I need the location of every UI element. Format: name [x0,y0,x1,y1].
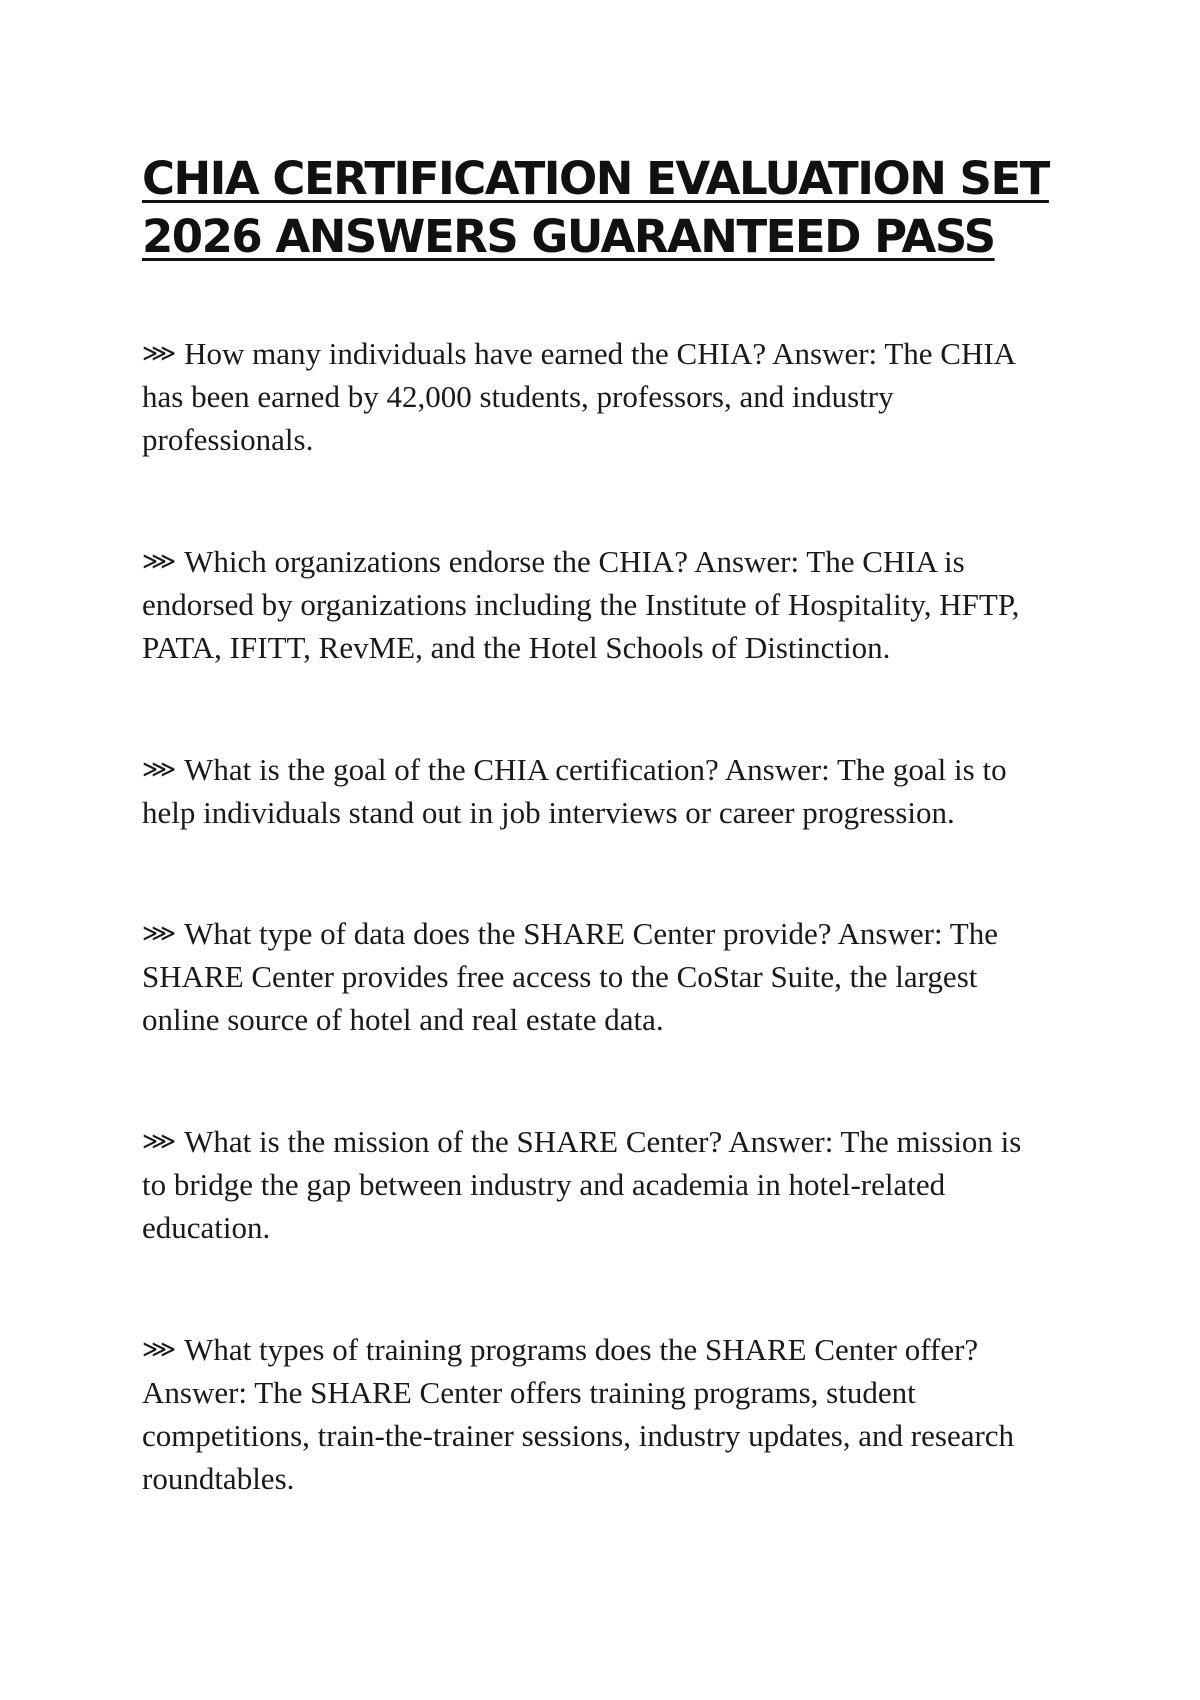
qa-item-6 [142,1328,1042,1500]
qa-item-text: What is the goal of the CHIA certification? Answer: The goal is to help individuals stand out in job interviews or career progression. [142,752,1007,830]
qa-item-4 [142,912,1042,1041]
qa-item-3 [142,748,1042,834]
triple-chevron-right-icon: ⋙ [142,919,177,947]
qa-item-text: What types of training programs does the SHARE Center offer? Answer: The SHARE Center offers training programs, student competitions, train-the-trainer sessions, industry updates, and research roundtables. [142,1332,1015,1496]
triple-chevron-right-icon: ⋙ [142,547,177,575]
qa-item-text: What type of data does the SHARE Center provide? Answer: The SHARE Center provides free access to the CoStar Suite, the largest online source of hotel and real estate data. [142,916,998,1037]
triple-chevron-right-icon: ⋙ [142,1335,177,1363]
qa-item-text: Which organizations endorse the CHIA? Answer: The CHIA is endorsed by organizations including the Institute of Hospitality, HFTP, PATA, IFITT, RevME, and the Hotel Schools of Distinction. [142,544,1020,665]
qa-item-text: What is the mission of the SHARE Center? Answer: The mission is to bridge the gap between industry and academia in hotel-related education. [142,1124,1022,1245]
title-line-1: CHIA CERTIFICATION EVALUATION SET [142,152,1049,205]
triple-chevron-right-icon: ⋙ [142,755,177,783]
triple-chevron-right-icon: ⋙ [142,339,177,367]
triple-chevron-right-icon: ⋙ [142,1127,177,1155]
title-line-2: 2026 ANSWERS GUARANTEED PASS [142,210,995,263]
qa-item-1 [142,332,1042,461]
qa-item-2 [142,540,1042,669]
qa-item-text: How many individuals have earned the CHIA? Answer: The CHIA has been earned by 42,000 students, professors, and industry professionals. [142,336,1015,457]
qa-item-5 [142,1120,1042,1249]
document-title [142,150,1049,266]
